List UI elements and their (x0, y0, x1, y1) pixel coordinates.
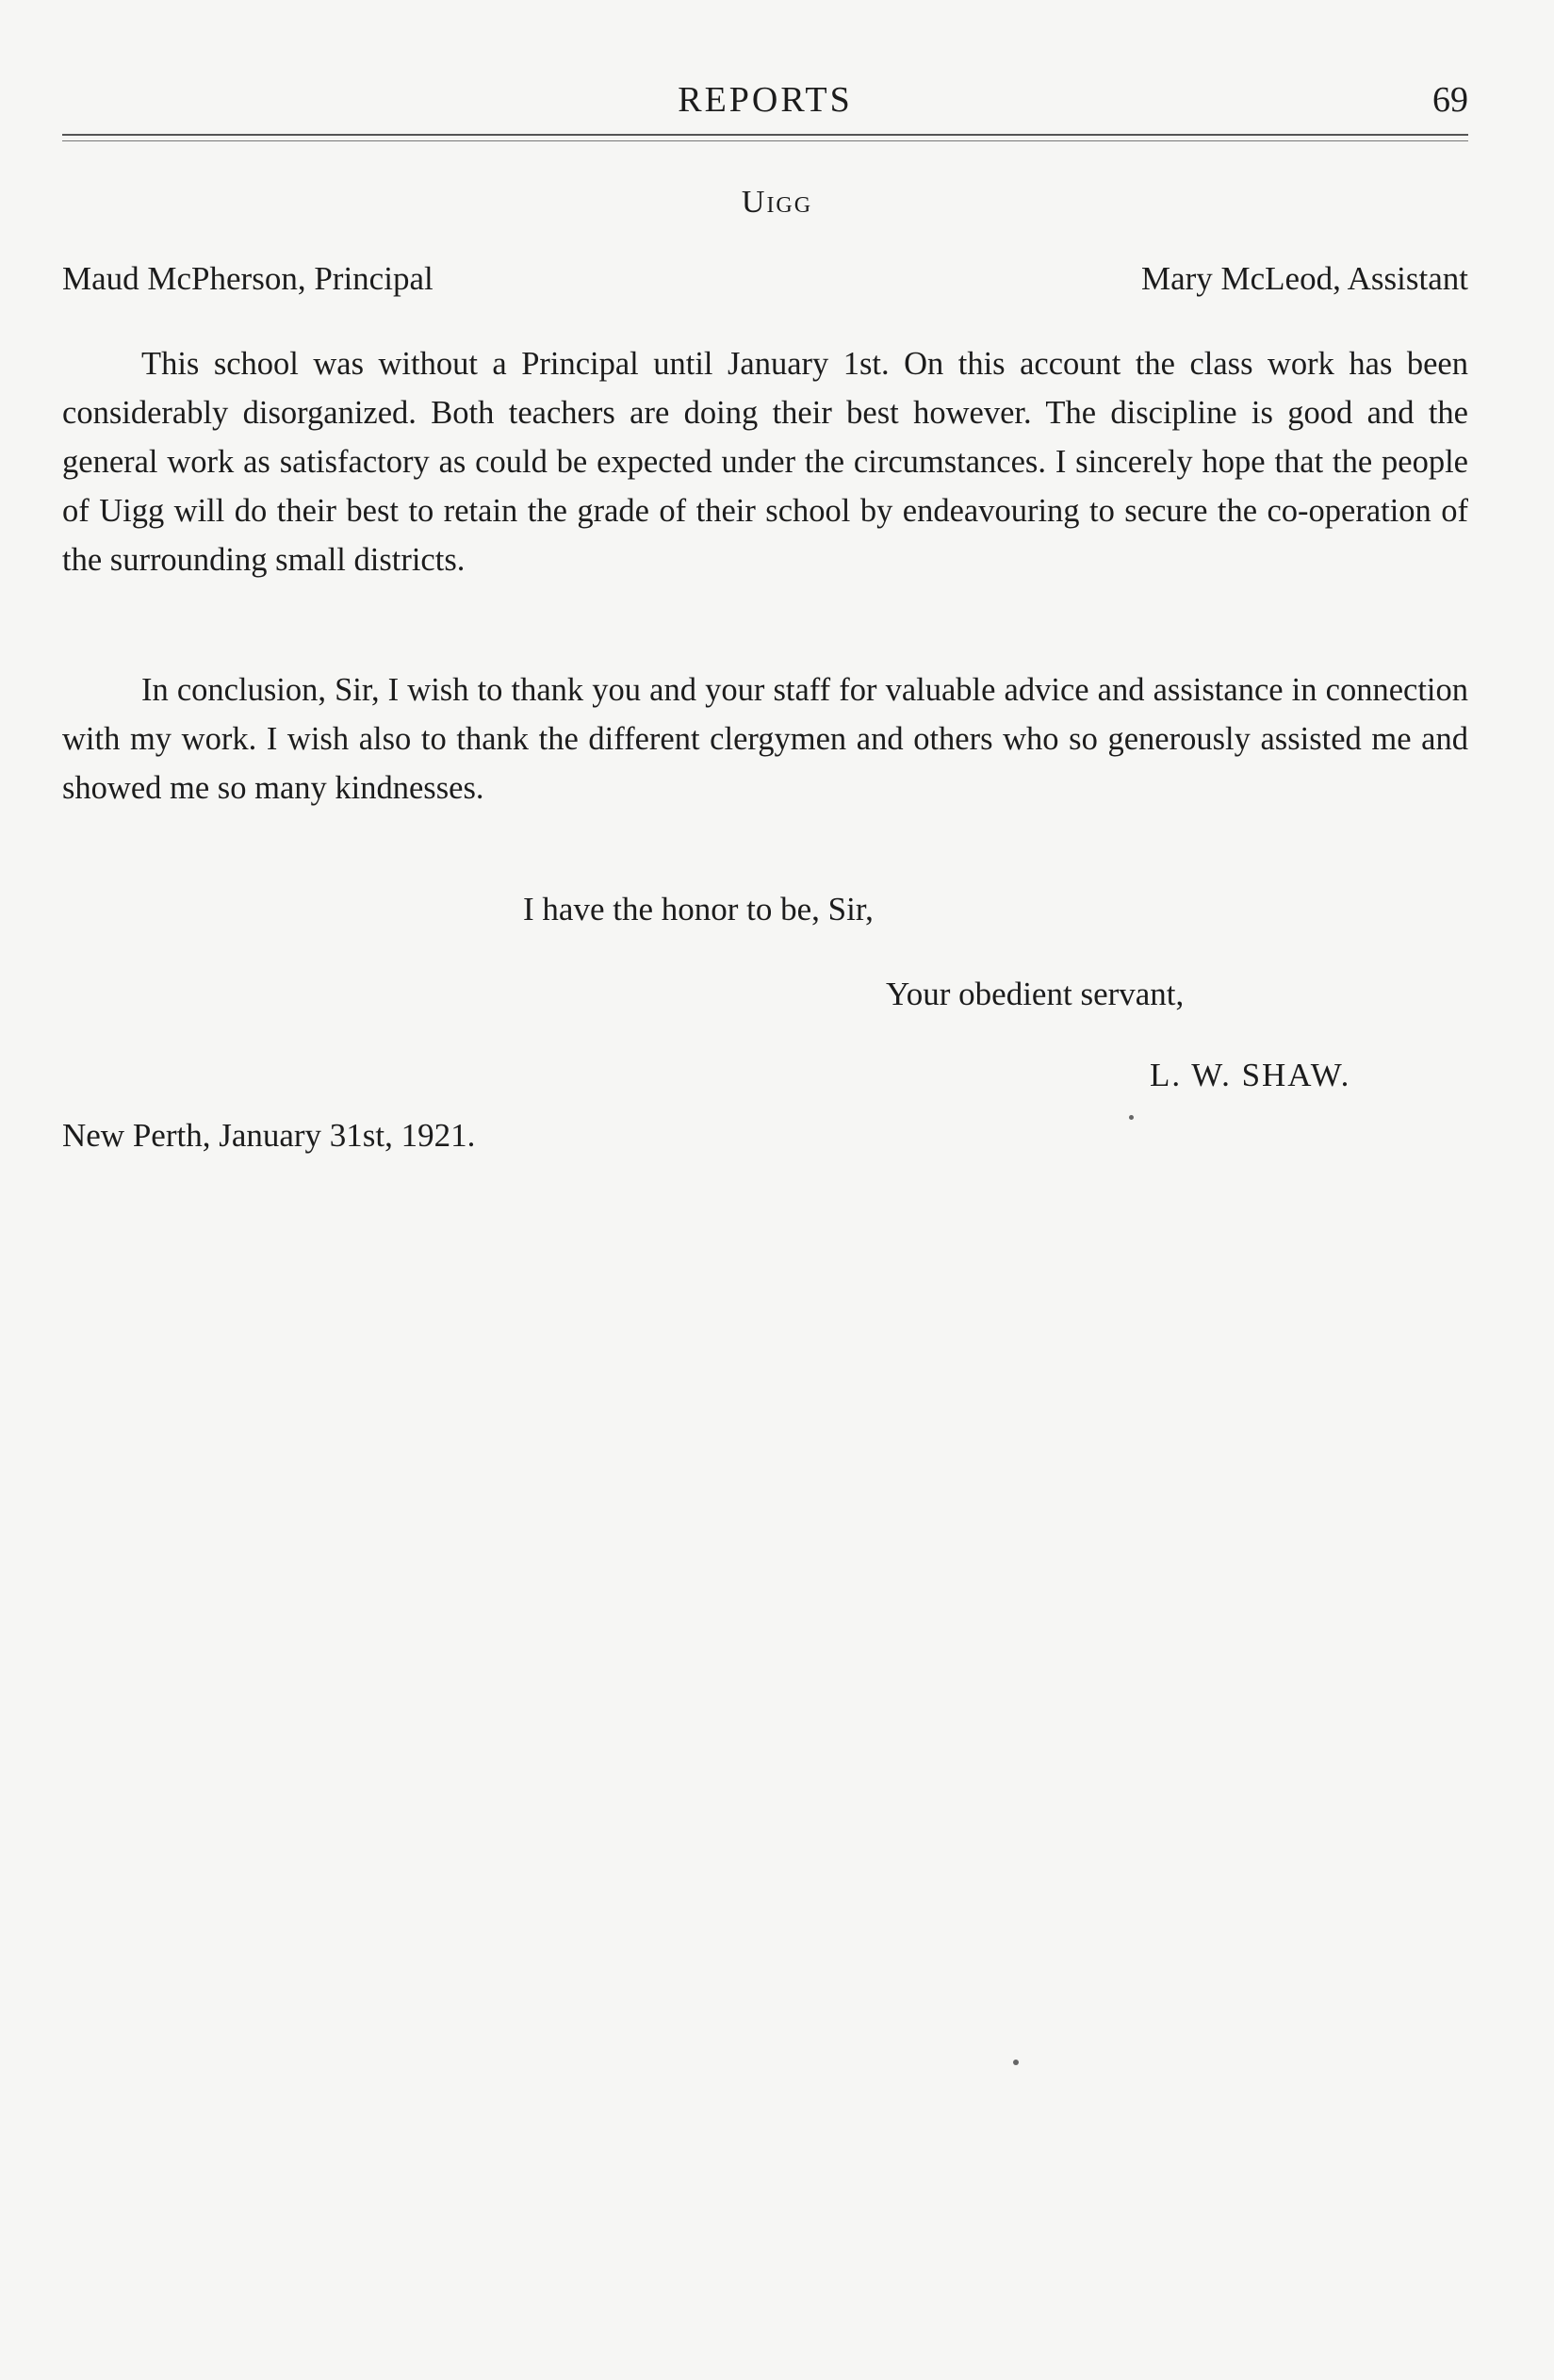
school-heading: Uigg (741, 185, 813, 220)
header-rule-thin (62, 140, 1468, 141)
closing-servant: Your obedient servant, (886, 976, 1185, 1012)
running-header (62, 75, 1468, 132)
header-rule (62, 134, 1468, 136)
place-date: New Perth, January 31st, 1921. (62, 1117, 476, 1154)
print-speck (1013, 2060, 1019, 2065)
staff-line (62, 260, 1468, 307)
page-number: 69 (1432, 80, 1468, 120)
print-speck (1129, 1115, 1134, 1120)
running-title: REPORTS (678, 80, 853, 120)
body-paragraph: In conclusion, Sir, I wish to thank you and your staff for valuable advice and assistance in connection with my work. I wish also to thank the different clergymen and others who so generously assisted me and showed me so many kindnesses. (62, 672, 1468, 806)
closing-honor: I have the honor to be, Sir, (523, 891, 874, 927)
signature: L. W. SHAW. (1150, 1057, 1351, 1093)
principal-name: Maud McPherson, Principal (62, 260, 433, 297)
assistant-name: Mary McLeod, Assistant (1140, 260, 1468, 297)
body-paragraph: This school was without a Principal until January 1st. On this account the class work has been considerably disorganized. Both teachers are doing their best however. The discipline is good and the general work as satisfactory as could be expected under the circumstances. I sincerely hope that the people of Uigg will do their best to retain the grade of their school by endeavouring to secure the co-operation of the surrounding small districts. (62, 346, 1468, 578)
